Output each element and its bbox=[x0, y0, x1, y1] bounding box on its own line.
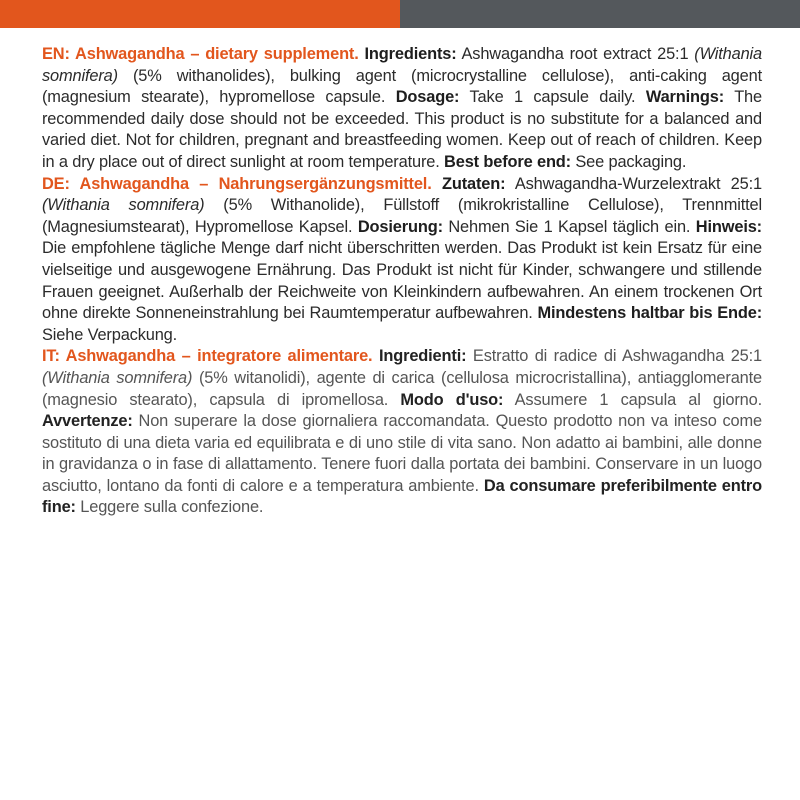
de-ingredients-text-a: Ashwagandha-Wurzelextrakt 25:1 bbox=[505, 174, 762, 193]
it-ingredients-text-a: Estratto di radice di Ashwagandha 25:1 bbox=[466, 347, 763, 366]
top-bar-orange-segment bbox=[0, 0, 400, 28]
section-de bbox=[42, 174, 762, 347]
de-warnings-label: Hinweis: bbox=[695, 217, 762, 236]
de-warnings-text: Die empfohlene tägliche Menge darf nicht überschritten werden. Das Produkt ist kein Ersatz für eine vielseitige und ausgewogene Ernährung. Das Produkt ist nicht für Kinder, schwangere und stillende Frauen geeignet. Außerhalb der Reichweite von Kleinkindern aufbewahren. An einem trockenen Ort ohne direkte Sonneneinstrahlung bei Raumtemperatur aufbewahren. bbox=[42, 239, 762, 323]
it-best-before-label: Da consumare preferibilmente entro fine: bbox=[42, 476, 762, 517]
it-ingredients-text-b: (5% witanolidi), agente di carica (cellulosa microcristallina), antiagglomerante (magnesio stearato), capsula di ipromellosa. bbox=[42, 368, 763, 409]
it-best-before-text: Leggere sulla confezione. bbox=[75, 498, 264, 517]
en-dosage-label: Dosage: bbox=[395, 88, 460, 107]
it-warnings-text: Non superare la dose giornaliera raccomandata. Questo prodotto non va inteso come sostituto di una dieta varia ed equilibrata e di uno stile di vita sano. Non adatto ai bambini, alle donne in gravidanza o in fase di allattamento. Tenere fuori dalla portata dei bambini. Conservare in un luogo asciutto, lontano da fonti di calore e a temperatura ambiente. bbox=[42, 412, 762, 495]
en-warnings-label: Warnings: bbox=[645, 88, 725, 107]
label-text-block bbox=[42, 44, 762, 519]
en-best-before-label: Best before end: bbox=[444, 152, 571, 171]
en-ingredients-text-b: (5% withanolides), bulking agent (microcrystalline cellulose), anti-caking agent (magnesium stearate), hypromellose capsule. bbox=[42, 66, 762, 107]
section-en bbox=[42, 44, 762, 174]
en-heading: EN: Ashwagandha – dietary supplement. bbox=[42, 45, 359, 63]
de-dosage-text: Nehmen Sie 1 Kapsel täglich ein. bbox=[442, 217, 696, 236]
it-warnings-label: Avvertenze: bbox=[42, 412, 133, 431]
en-best-before-text: See packaging. bbox=[570, 152, 687, 171]
section-it bbox=[42, 346, 762, 519]
en-ingredients-text-a: Ashwagandha root extract 25:1 bbox=[456, 45, 695, 63]
it-heading: IT: Ashwagandha – integratore alimentare. bbox=[42, 347, 373, 366]
en-latin-name: (Withania somnifera) bbox=[42, 45, 763, 85]
it-ingredients-label: Ingredienti: bbox=[378, 347, 467, 366]
de-dosage-label: Dosierung: bbox=[357, 217, 443, 236]
top-color-bar bbox=[0, 0, 800, 28]
en-warnings-text: The recommended daily dose should not be exceeded. This product is no substitute for a balanced and varied diet. Not for children, pregnant and breastfeeding women. Keep out of reach of children. Keep in a dry place out of direct sunlight at room temperature. bbox=[42, 88, 762, 171]
it-latin-name: (Withania somnifera) bbox=[42, 368, 193, 387]
de-heading: DE: Ashwagandha – Nahrungsergänzungsmittel. bbox=[42, 174, 432, 193]
de-best-before-label: Mindestens haltbar bis Ende: bbox=[537, 304, 763, 323]
de-ingredients-text-b: (5% Withanolide), Füllstoff (mikrokristalline Cellulose), Trennmittel (Magnesiumstearat), Hypromellose Kapsel. bbox=[42, 196, 763, 236]
de-ingredients-label: Zutaten: bbox=[441, 174, 506, 193]
en-dosage-text: Take 1 capsule daily. bbox=[459, 88, 646, 107]
it-dosage-label: Modo d'uso: bbox=[400, 390, 504, 409]
de-best-before-text: Siehe Verpackung. bbox=[42, 325, 178, 344]
it-dosage-text: Assumere 1 capsula al giorno. bbox=[503, 390, 762, 409]
de-latin-name: (Withania somnifera) bbox=[42, 196, 205, 215]
en-ingredients-label: Ingredients: bbox=[364, 45, 457, 63]
top-bar-gray-segment bbox=[400, 0, 800, 28]
